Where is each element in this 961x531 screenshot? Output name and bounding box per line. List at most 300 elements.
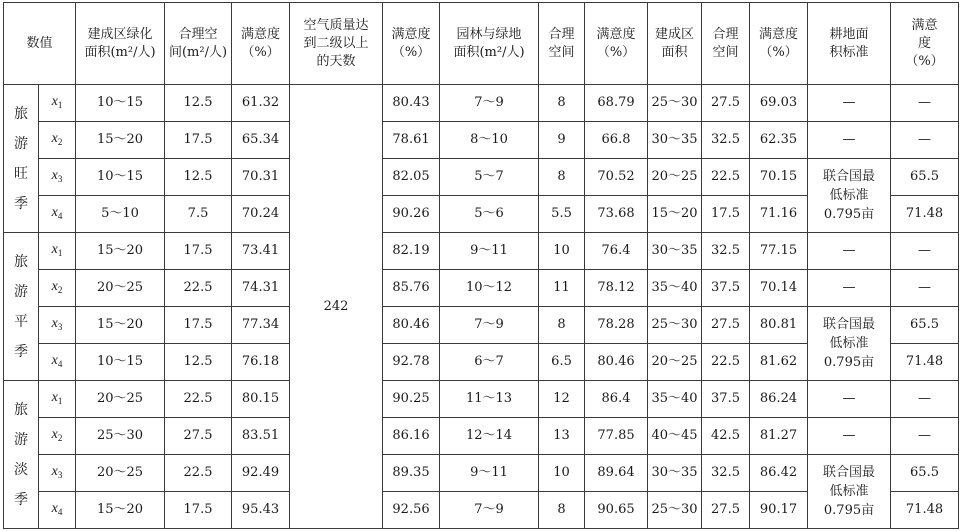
table-cell [750,344,808,381]
cell-value: — [918,428,932,443]
cell-value: 9～11 [470,465,508,480]
table-cell [539,233,585,270]
table-cell [585,233,648,270]
table-cell [891,307,959,344]
table-cell [750,381,808,418]
cell-value: 92.49 [241,465,280,480]
cell-value: 6～7 [474,354,504,369]
cell-value: 5～6 [474,206,504,221]
table-cell [808,233,891,270]
table-cell [891,455,959,492]
cell-value: 7～9 [474,317,504,332]
header-label: 园林与绿地 面积(m²/人) [453,26,525,60]
table-cell [232,307,290,344]
table-cell [165,307,232,344]
table-row [4,159,959,196]
cell-value: 22.5 [183,391,213,406]
cell-value: 86.16 [392,428,430,443]
table-cell [750,122,808,159]
table-cell [808,381,891,418]
header-cell [750,3,808,85]
cell-value: 35～40 [651,391,698,406]
cell-value: 25～30 [651,317,698,332]
cell-value: 71.16 [759,206,798,221]
row-label-index: 3 [57,173,63,184]
table-cell [585,418,648,455]
table-cell [232,344,290,381]
table-cell [702,307,750,344]
table-cell [165,418,232,455]
table-row [4,85,959,122]
table-cell [76,233,165,270]
row-label-var: x [51,463,58,479]
cell-value: 20～25 [96,465,144,480]
air-quality-days-value: 242 [323,298,349,314]
cell-value: 12.5 [183,354,213,369]
table-cell [539,196,585,233]
cell-value: 65.5 [910,169,939,184]
table-cell [585,196,648,233]
cell-value: 8 [557,502,566,517]
table-cell [648,233,702,270]
table-cell [76,418,165,455]
cell-value: 9 [557,132,566,147]
cell-value: 8 [557,95,566,110]
table-cell [891,270,959,307]
cell-value: 78.28 [597,317,635,332]
table-cell [648,307,702,344]
season-label: 旅 游 淡 季 [14,401,28,508]
header-cell [232,3,290,85]
table-cell [539,307,585,344]
cell-value: 20～25 [96,280,144,295]
table-cell [891,344,959,381]
cell-value: 35～40 [651,280,698,295]
cell-value: 32.5 [711,465,740,480]
row-label-index: 1 [57,395,63,406]
cell-value: 78.12 [597,280,635,295]
table-cell [648,492,702,529]
row-label-var: x [51,204,58,220]
cell-value: 22.5 [183,280,213,295]
table-cell [750,307,808,344]
air-quality-days-cell [290,85,383,529]
table-cell [750,492,808,529]
cell-value: 6.5 [551,354,572,369]
cell-value: — [918,243,932,258]
cell-value: 42.5 [711,428,740,443]
table-cell [76,455,165,492]
table-cell [440,418,539,455]
table-cell [165,344,232,381]
cell-value: 30～35 [651,132,698,147]
cell-value: 7～9 [474,95,504,110]
row-label-var: x [51,352,58,368]
farmland-standard-note [808,455,891,529]
cell-value: 77.34 [241,317,280,332]
table-cell [702,418,750,455]
table-cell [648,196,702,233]
table-cell [76,381,165,418]
table-cell [750,159,808,196]
table-cell [585,159,648,196]
cell-value: 80.46 [597,354,635,369]
row-label-cell [39,418,76,455]
cell-value: 12.5 [183,169,213,184]
cell-value: 68.79 [597,95,635,110]
header-cell [440,3,539,85]
cell-value: 30～35 [651,465,698,480]
cell-value: 11 [553,280,570,295]
cell-value: 10～15 [96,95,144,110]
header-label: 建成区 面积 [655,26,695,60]
table-cell [165,455,232,492]
table-cell [808,122,891,159]
table-cell [76,122,165,159]
table-cell [648,122,702,159]
table-cell [232,270,290,307]
table-cell [750,270,808,307]
header-label: 合理 空间 [712,26,739,60]
cell-value: 70.14 [759,280,798,295]
table-cell [440,233,539,270]
cell-value: 77.15 [759,243,798,258]
cell-value: 13 [553,428,570,443]
cell-value: 71.48 [905,502,944,517]
table-cell [702,270,750,307]
table-cell [76,270,165,307]
table-row [4,233,959,270]
cell-value: 22.5 [711,354,740,369]
row-label-cell [39,85,76,122]
table-cell [440,455,539,492]
table-cell [585,381,648,418]
cell-value: 15～20 [96,317,144,332]
cell-value: 65.34 [241,132,280,147]
cell-value: — [918,95,932,110]
table-cell [702,196,750,233]
table-cell [891,418,959,455]
cell-value: 17.5 [711,206,740,221]
table-cell [648,159,702,196]
table-cell [76,196,165,233]
row-label-var: x [51,278,58,294]
table-cell [702,344,750,381]
table-cell [383,492,440,529]
season-label-cell [4,233,39,381]
table-cell [648,418,702,455]
cell-value: 5.5 [551,206,572,221]
table-cell [165,85,232,122]
cell-value: 40～45 [651,428,698,443]
table-cell [750,455,808,492]
header-cell [4,3,76,85]
table-cell [440,270,539,307]
table-cell [76,85,165,122]
table-cell [232,196,290,233]
table-cell [440,122,539,159]
header-cell [539,3,585,85]
table-cell [440,307,539,344]
row-label-index: 2 [57,136,63,147]
cell-value: 12.5 [183,95,213,110]
table-cell [76,159,165,196]
table-cell [440,492,539,529]
table-cell [165,381,232,418]
header-cell [76,3,165,85]
cell-value: 20～25 [651,354,698,369]
cell-value: 5～7 [474,169,504,184]
cell-value: 5～10 [101,206,139,221]
table-cell [702,159,750,196]
table-cell [585,455,648,492]
cell-value: — [842,428,856,443]
table-cell [383,381,440,418]
table-cell [702,492,750,529]
table-cell [232,159,290,196]
cell-value: 22.5 [183,465,213,480]
table-cell [440,196,539,233]
table-cell [383,270,440,307]
cell-value: — [842,391,856,406]
table-cell [702,122,750,159]
cell-value: 69.03 [759,95,798,110]
table-cell [648,381,702,418]
cell-value: 8 [557,317,566,332]
cell-value: 81.27 [759,428,798,443]
table-cell [750,196,808,233]
cell-value: 17.5 [183,317,213,332]
table-cell [585,344,648,381]
row-label-cell [39,233,76,270]
header-label: 合理 空间 [548,26,575,60]
cell-value: 74.31 [241,280,280,295]
row-label-cell [39,122,76,159]
table-cell [702,455,750,492]
cell-value: 32.5 [711,132,740,147]
table-cell [891,196,959,233]
table-cell [539,492,585,529]
table-row [4,381,959,418]
cell-value: 89.64 [597,465,635,480]
row-label-var: x [51,130,58,146]
cell-value: 27.5 [183,428,213,443]
header-label: 耕地面 积标准 [829,26,869,60]
cell-value: 32.5 [711,243,740,258]
table-cell [76,344,165,381]
table-cell [539,159,585,196]
table-row [4,307,959,344]
cell-value: 73.68 [597,206,635,221]
cell-value: 82.05 [392,169,430,184]
cell-value: 86.42 [759,465,798,480]
cell-value: 25～30 [651,95,698,110]
table-cell [232,455,290,492]
table-cell [539,381,585,418]
cell-value: 71.48 [905,354,944,369]
table-cell [383,122,440,159]
row-label-cell [39,344,76,381]
season-label-cell [4,85,39,233]
farmland-standard-text: 联合国最 低标准 0.795亩 [823,169,876,222]
row-label-index: 2 [57,284,63,295]
table-cell [539,418,585,455]
table-cell [232,85,290,122]
header-cell [702,3,750,85]
table-cell [750,85,808,122]
table-cell [383,455,440,492]
cell-value: 25～30 [96,428,144,443]
table-row [4,122,959,159]
cell-value: 37.5 [711,391,740,406]
row-label-var: x [51,241,58,257]
cell-value: 10 [553,243,570,258]
table-cell [750,233,808,270]
cell-value: 22.5 [711,169,740,184]
cell-value: 80.46 [392,317,430,332]
table-cell [440,381,539,418]
cell-value: 65.5 [910,317,939,332]
cell-value: 77.85 [597,428,635,443]
cell-value: 81.62 [759,354,798,369]
table-cell [165,122,232,159]
header-label: 满意度 （%） [596,26,636,60]
table-cell [383,233,440,270]
table-cell [891,122,959,159]
cell-value: 10 [553,465,570,480]
table-cell [383,344,440,381]
table-cell [648,344,702,381]
header-label: 数值 [26,35,53,51]
table-cell [702,381,750,418]
table-row [4,455,959,492]
table-cell [76,307,165,344]
cell-value: 37.5 [711,280,740,295]
table-cell [383,418,440,455]
row-label-cell [39,270,76,307]
cell-value: 12 [553,391,570,406]
table-cell [165,492,232,529]
cell-value: 61.32 [241,95,280,110]
cell-value: 89.35 [392,465,430,480]
cell-value: 92.56 [392,502,430,517]
header-cell [808,3,891,85]
table-cell [165,196,232,233]
table-body [4,85,959,529]
header-row [4,3,959,85]
cell-value: 86.24 [759,391,798,406]
row-label-index: 4 [57,210,63,221]
table-cell [232,122,290,159]
cell-value: — [918,132,932,147]
cell-value: 90.26 [392,206,430,221]
table-cell [232,381,290,418]
table-cell [232,492,290,529]
header-cell [648,3,702,85]
farmland-standard-text: 联合国最 低标准 0.795亩 [823,317,876,370]
cell-value: 73.41 [241,243,280,258]
header-cell [290,3,383,85]
table-cell [585,85,648,122]
row-label-cell [39,492,76,529]
row-label-cell [39,159,76,196]
cell-value: — [842,280,856,295]
table-cell [702,85,750,122]
table-cell [648,455,702,492]
row-label-index: 1 [57,99,63,110]
cell-value: — [842,95,856,110]
cell-value: 17.5 [183,132,213,147]
cell-value: 17.5 [183,502,213,517]
cell-value: — [918,391,932,406]
cell-value: 15～20 [651,206,698,221]
row-label-var: x [51,167,58,183]
header-label: 建成区绿化 面积(m²/人) [84,26,156,60]
table-cell [891,233,959,270]
cell-value: 66.8 [601,132,631,147]
cell-value: 70.31 [241,169,280,184]
row-label-index: 3 [57,469,63,480]
table-cell [539,455,585,492]
table-cell [891,85,959,122]
cell-value: 86.4 [601,391,631,406]
cell-value: 71.48 [905,206,944,221]
table-cell [440,159,539,196]
table-cell [232,418,290,455]
cell-value: 82.19 [392,243,430,258]
cell-value: 85.76 [392,280,430,295]
row-label-cell [39,381,76,418]
cell-value: 20～25 [651,169,698,184]
header-cell [383,3,440,85]
cell-value: 27.5 [711,502,740,517]
cell-value: 70.24 [241,206,280,221]
table-row [4,418,959,455]
row-label-index: 1 [57,247,63,258]
table-cell [539,85,585,122]
season-label-cell [4,381,39,529]
cell-value: 90.17 [759,502,798,517]
table-row [4,270,959,307]
cell-value: 15～20 [96,243,144,258]
table-cell [702,233,750,270]
table-cell [585,122,648,159]
row-label-index: 4 [57,506,63,517]
farmland-standard-note [808,159,891,233]
table-cell [648,270,702,307]
row-label-var: x [51,500,58,516]
table-cell [440,344,539,381]
cell-value: 30～35 [651,243,698,258]
table-cell [808,270,891,307]
cell-value: 78.61 [392,132,430,147]
table-cell [808,85,891,122]
farmland-standard-note [808,307,891,381]
season-label: 旅 游 平 季 [14,253,28,360]
row-label-var: x [51,315,58,331]
cell-value: 12～14 [465,428,513,443]
season-label: 旅 游 旺 季 [14,105,28,212]
cell-value: 27.5 [711,317,740,332]
table-cell [383,196,440,233]
header-label: 满意 度 （%） [905,17,944,69]
cell-value: 15～20 [96,502,144,517]
row-label-index: 3 [57,321,63,332]
cell-value: 70.15 [759,169,798,184]
table-cell [232,233,290,270]
table-cell [648,85,702,122]
cell-value: 90.25 [392,391,430,406]
